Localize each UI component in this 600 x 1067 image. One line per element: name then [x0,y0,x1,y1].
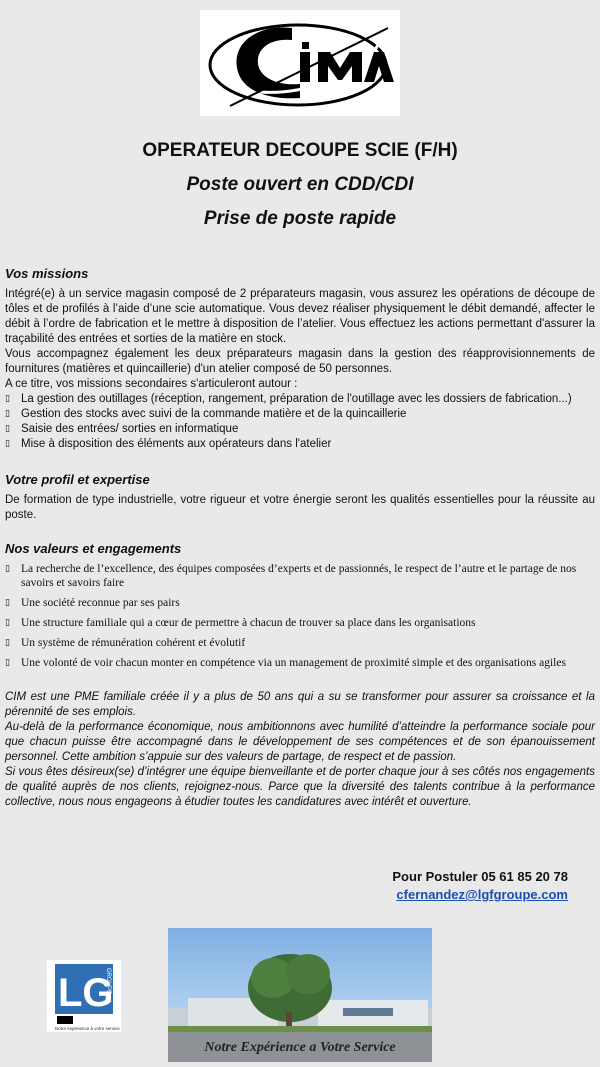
bullet-icon: ▯ [5,618,10,628]
building-photo [168,928,432,1062]
bullet-icon: ▯ [5,658,10,668]
apply-email-link[interactable]: cfernandez@lgfgroupe.com [396,887,568,902]
job-title-block [0,140,600,230]
list-item: ▯ Mise à disposition des éléments aux opérateurs dans l'atelier [5,438,332,450]
apply-phone: Pour Postuler 05 61 85 20 78 [392,869,568,884]
values-list [5,562,595,670]
bullet-icon: ▯ [5,424,10,434]
missions-section [5,266,595,452]
start-date: Prise de poste rapide [203,208,397,229]
apply-block [392,868,568,904]
bullet-icon: ▯ [5,409,10,419]
profile-section [5,472,595,523]
lgf-side-text: GROUPE [105,968,111,995]
lgf-logo [47,960,121,1032]
missions-heading: Vos missions [5,266,89,281]
contract-type: Poste ouvert en CDD/CDI [186,174,414,195]
bullet-icon: ▯ [5,598,10,608]
values-section [5,541,595,676]
company-section [5,690,595,810]
lgf-tagline: Notre expérience à votre service [55,1026,120,1031]
company-paragraph-2: Au-delà de la performance économique, nous ambitionnons avec humilité d’atteindre la performance sociale pour que chacun puisse être accompagné dans le développement de ses compétences et de son épanouissement personnel. Cette ambition s’appuie sur des valeurs de partage, de respect et de passion. [5,721,595,763]
list-item: ▯ La recherche de l’excellence, des équipes composées d’experts et de passionnés, le respect de l’autre et le partage de nos savoirs et savoirs faire [5,563,577,589]
missions-paragraph-3: A ce titre, vos missions secondaires s'articuleront autour : [5,378,298,390]
lgf-letters: LG [58,971,114,1015]
list-item: ▯ Une volonté de voir chacun monter en compétence via un management de proximité simple et des organisations agiles [5,657,566,669]
job-title: OPERATEUR DECOUPE SCIE (F/H) [142,140,458,161]
company-paragraph-3: Si vous êtes désireux(se) d’intégrer une équipe bienveillante et de porter chaque jour à ses côtés nos engagements de qualité auprès de nos clients, rejoignez-nous. Parce que la diversité des talents contribue à la performance collective, nous nous engageons à étudier toutes les candidatures avec intérêt et ouverture. [5,766,595,808]
missions-list [5,392,595,452]
bullet-icon: ▯ [5,439,10,449]
cim-logo [200,10,400,116]
profile-heading: Votre profil et expertise [5,472,150,487]
bullet-icon: ▯ [5,564,10,574]
list-item: ▯ Saisie des entrées/ sorties en informatique [5,423,239,435]
photo-caption: Notre Expérience a Votre Service [204,1040,396,1055]
missions-paragraph-1: Intégré(e) à un service magasin composé de 2 préparateurs magasin, vous assurez les opérations de découpe de tôles et de profilés à l’aide d’une scie automatique. Vous devez réaliser physiquement le débit demandé, affecter le débit à l’ordre de fabrication et le mettre à disposition de l’atelier. Vous effectuez les actions permettant d'assurer la traçabilité des entrées et sorties de la matière en stock. [5,288,595,345]
list-item: ▯ Une structure familiale qui a cœur de permettre à chacun de trouver sa place dans les organisations [5,617,476,629]
list-item: ▯ Une société reconnue par ses pairs [5,597,180,609]
list-item: ▯ Un système de rémunération cohérent et évolutif [5,637,246,649]
list-item: ▯ Gestion des stocks avec suivi de la commande matière et de la quincaillerie [5,408,407,420]
profile-text: De formation de type industrielle, votre rigueur et votre énergie seront les qualités essentielles pour la réussite au poste. [5,494,595,521]
missions-paragraph-2: Vous accompagnez également les deux préparateurs magasin dans la gestion des réapprovisionnements de fournitures (matières et quincaillerie) d'un atelier composé de 50 personnes. [5,348,595,375]
bullet-icon: ▯ [5,394,10,404]
values-heading: Nos valeurs et engagements [5,541,182,556]
bullet-icon: ▯ [5,638,10,648]
list-item: ▯ La gestion des outillages (réception, rangement, préparation de l'outillage avec les dossiers de fabrication...) [5,393,572,405]
company-paragraph-1: CIM est une PME familiale créée il y a plus de 50 ans qui a su se transformer pour assurer sa croissance et la pérennité de ses emplois. [5,691,595,718]
